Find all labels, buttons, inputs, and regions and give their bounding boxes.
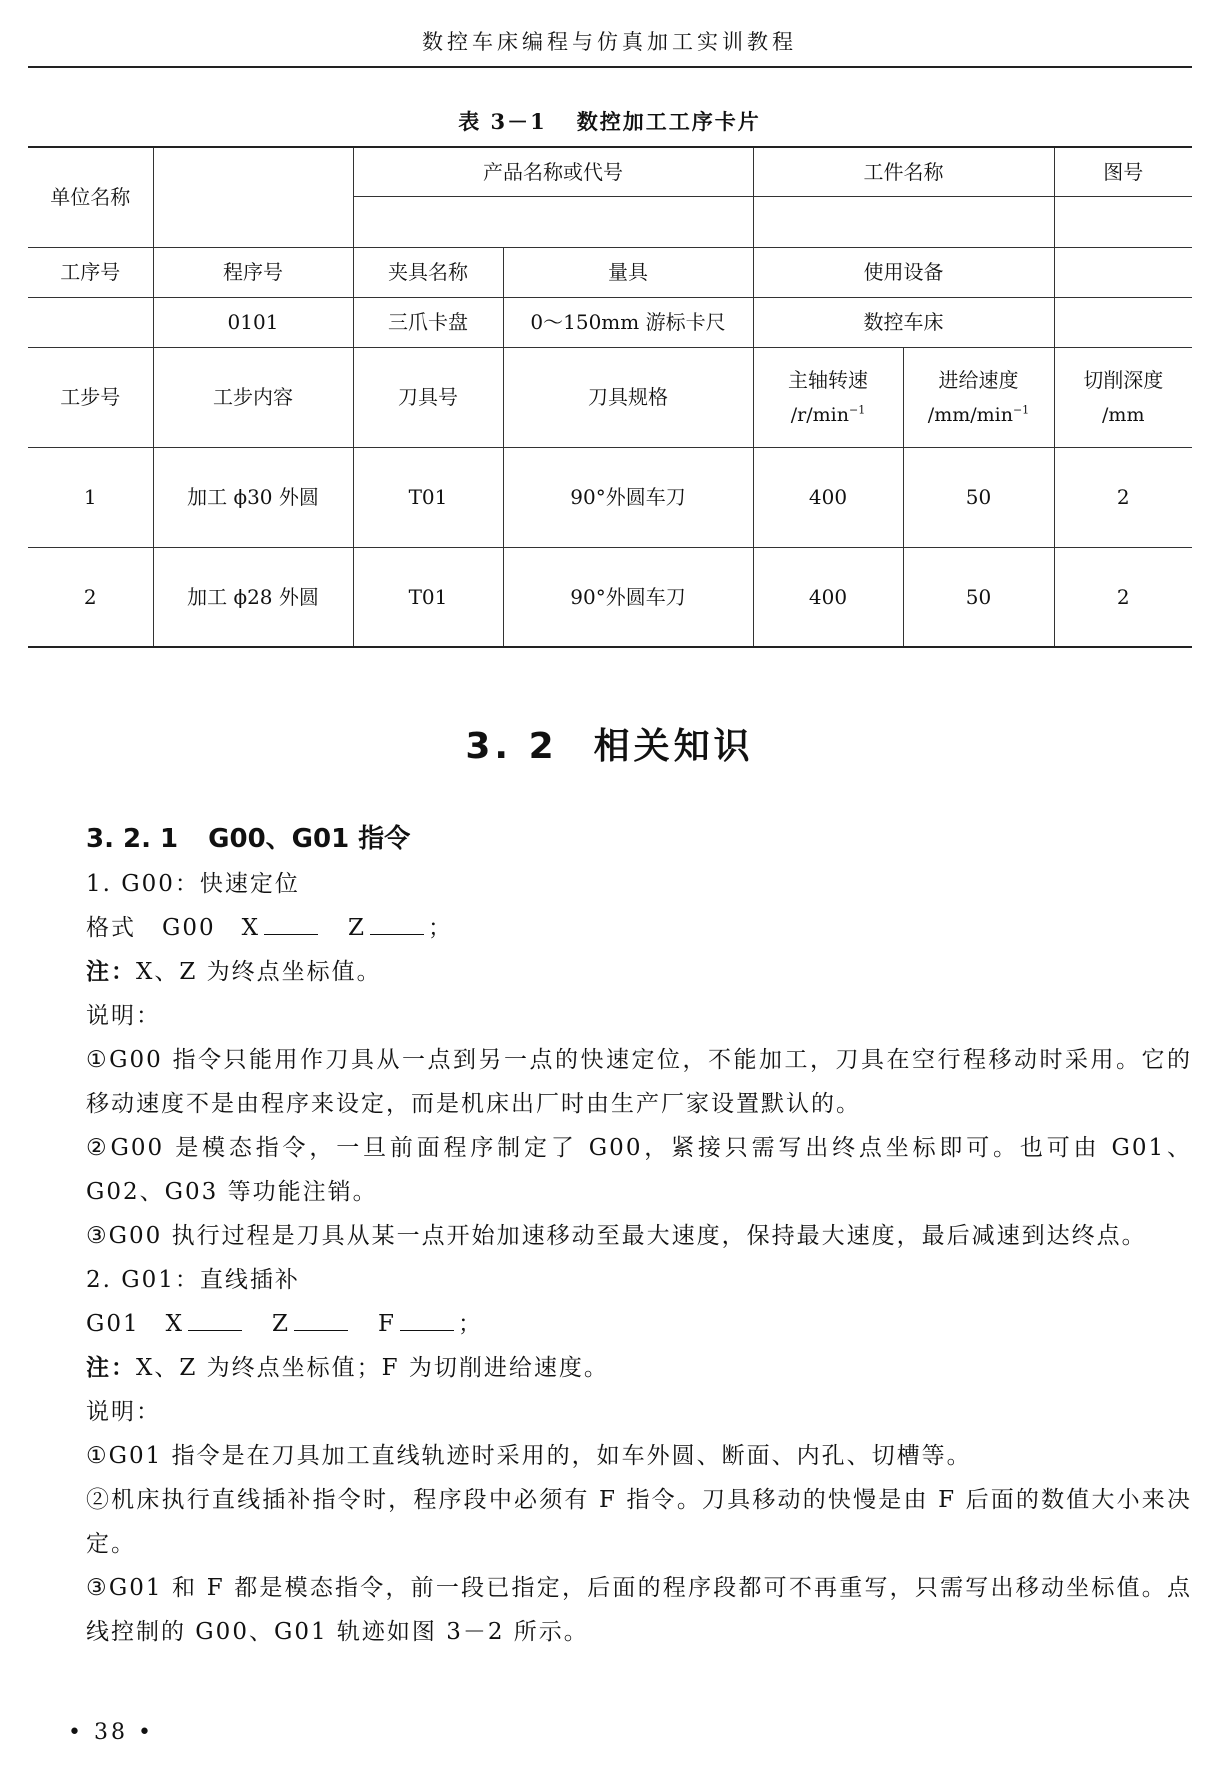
drawing-no-label: 图号 <box>1054 147 1192 196</box>
cut-depth-header <box>1054 347 1192 447</box>
tool-no-cell: T01 <box>353 547 503 647</box>
table-caption-title: 数控加工工序卡片 <box>576 109 761 134</box>
cut-depth-cell: 2 <box>1054 547 1192 647</box>
g00-item-3: ③G00 执行过程是刀具从某一点开始加速移动至最大速度，保持最大速度，最后减速到达终点。 <box>86 1223 1147 1249</box>
table-row <box>28 447 1192 547</box>
step-content-cell: 加工 ϕ30 外圆 <box>153 447 353 547</box>
tool-spec-header: 刀具规格 <box>503 347 753 447</box>
tool-no-cell: T01 <box>353 447 503 547</box>
section-title <box>0 718 1219 769</box>
section-title-text: 相关知识 <box>593 726 754 767</box>
g01-heading: 2. G01：直线插补 <box>86 1267 300 1293</box>
cut-depth-cell: 2 <box>1054 447 1192 547</box>
spindle-speed-header <box>753 347 903 447</box>
unit-name-value <box>153 147 353 247</box>
table-row <box>28 347 1192 447</box>
g01-format: G01 X Z F ； <box>28 1302 1192 1346</box>
table-row <box>28 147 1192 196</box>
table-caption-number: 表 3－1 <box>458 109 547 134</box>
section-number: 3. 2 <box>465 726 558 767</box>
step-no-header: 工步号 <box>28 347 153 447</box>
blank-line <box>264 912 318 935</box>
part-name-value <box>753 196 1054 247</box>
step-content-header: 工步内容 <box>153 347 353 447</box>
step-content-cell: 加工 ϕ28 外圆 <box>153 547 353 647</box>
subsection-number: 3. 2. 1 <box>86 824 179 854</box>
equipment-label: 使用设备 <box>753 247 1054 297</box>
g01-item-1: ①G01 指令是在刀具加工直线轨迹时采用的，如车外圆、断面、内孔、切槽等。 <box>86 1443 972 1469</box>
table-row <box>28 297 1192 347</box>
program-no-value: 0101 <box>153 297 353 347</box>
g00-explain-label: 说明： <box>86 1003 161 1029</box>
table-row <box>28 547 1192 647</box>
product-name-label: 产品名称或代号 <box>353 147 753 196</box>
fixture-name-label: 夹具名称 <box>353 247 503 297</box>
feed-rate-unit: $/mm/\min^{-1}$ <box>927 403 1030 426</box>
g00-item-2: ②G00 是模态指令，一旦前面程序制定了 G00，紧接只需写出终点坐标即可。也可由 G01、G02、G03 等功能注销。 <box>86 1135 1192 1205</box>
subsection-title-text: G00、G01 指令 <box>208 824 411 854</box>
cut-depth-unit: /mm <box>1102 403 1145 426</box>
gauge-label: 量具 <box>503 247 753 297</box>
spindle-speed-label: 主轴转速 <box>788 367 868 392</box>
g00-item-1: ①G00 指令只能用作刀具从一点到另一点的快速定位，不能加工，刀具在空行程移动时采用。它的移动速度不是由程序来设定，而是机床出厂时由生产厂家设置默认的。 <box>86 1047 1192 1117</box>
table-caption <box>0 106 1219 136</box>
body-text <box>28 862 1192 1654</box>
tool-spec-cell: 90°外圆车刀 <box>503 447 753 547</box>
feed-rate-cell: 50 <box>903 447 1054 547</box>
feed-rate-header <box>903 347 1054 447</box>
g01-item-2: ②机床执行直线插补指令时，程序段中必须有 F 指令。刀具移动的快慢是由 F 后面的数值大小来决定。 <box>86 1487 1192 1557</box>
g01-explain-label: 说明： <box>86 1399 161 1425</box>
step-no-cell: 2 <box>28 547 153 647</box>
spindle-speed-cell: 400 <box>753 547 903 647</box>
page-number: • 38 • <box>68 1720 154 1745</box>
cut-depth-label: 切削深度 <box>1083 367 1164 392</box>
feed-rate-cell: 50 <box>903 547 1054 647</box>
subsection-title <box>86 818 410 855</box>
tool-no-header: 刀具号 <box>353 347 503 447</box>
blank-line <box>294 1308 348 1331</box>
blank-line <box>370 912 424 935</box>
step-no-cell: 1 <box>28 447 153 547</box>
product-name-value <box>353 196 753 247</box>
feed-rate-label: 进给速度 <box>938 367 1019 392</box>
spindle-speed-cell: 400 <box>753 447 903 547</box>
g01-item-3: ③G01 和 F 都是模态指令，前一段已指定，后面的程序段都可不再重写，只需写出移动坐标值。点线控制的 G00、G01 轨迹如图 3－2 所示。 <box>86 1575 1192 1645</box>
tool-spec-cell: 90°外圆车刀 <box>503 547 753 647</box>
g01-note: 注：X、Z 为终点坐标值；F 为切削进给速度。 <box>86 1355 609 1381</box>
unit-name-label: 单位名称 <box>28 147 153 247</box>
header-rule <box>28 66 1192 68</box>
spindle-speed-unit: $/r/\min^{-1}$ <box>790 403 866 426</box>
process-no-value <box>28 297 153 347</box>
table-row <box>28 247 1192 297</box>
g00-heading: 1. G00：快速定位 <box>86 871 300 897</box>
process-no-label: 工序号 <box>28 247 153 297</box>
gauge-value: 0～150mm 游标卡尺 <box>503 297 753 347</box>
equipment-value: 数控车床 <box>753 297 1054 347</box>
g00-note: 注：X、Z 为终点坐标值。 <box>86 959 382 985</box>
process-card-table <box>28 146 1192 648</box>
part-name-label: 工件名称 <box>753 147 1054 196</box>
g00-format: 格式 G00 X Z ； <box>28 906 1192 950</box>
empty-cell <box>1054 297 1192 347</box>
blank-line <box>188 1308 242 1331</box>
drawing-no-value <box>1054 196 1192 247</box>
fixture-name-value: 三爪卡盘 <box>353 297 503 347</box>
program-no-label: 程序号 <box>153 247 353 297</box>
blank-line <box>400 1308 454 1331</box>
running-header: 数控车床编程与仿真加工实训教程 <box>422 30 797 54</box>
empty-cell <box>1054 247 1192 297</box>
